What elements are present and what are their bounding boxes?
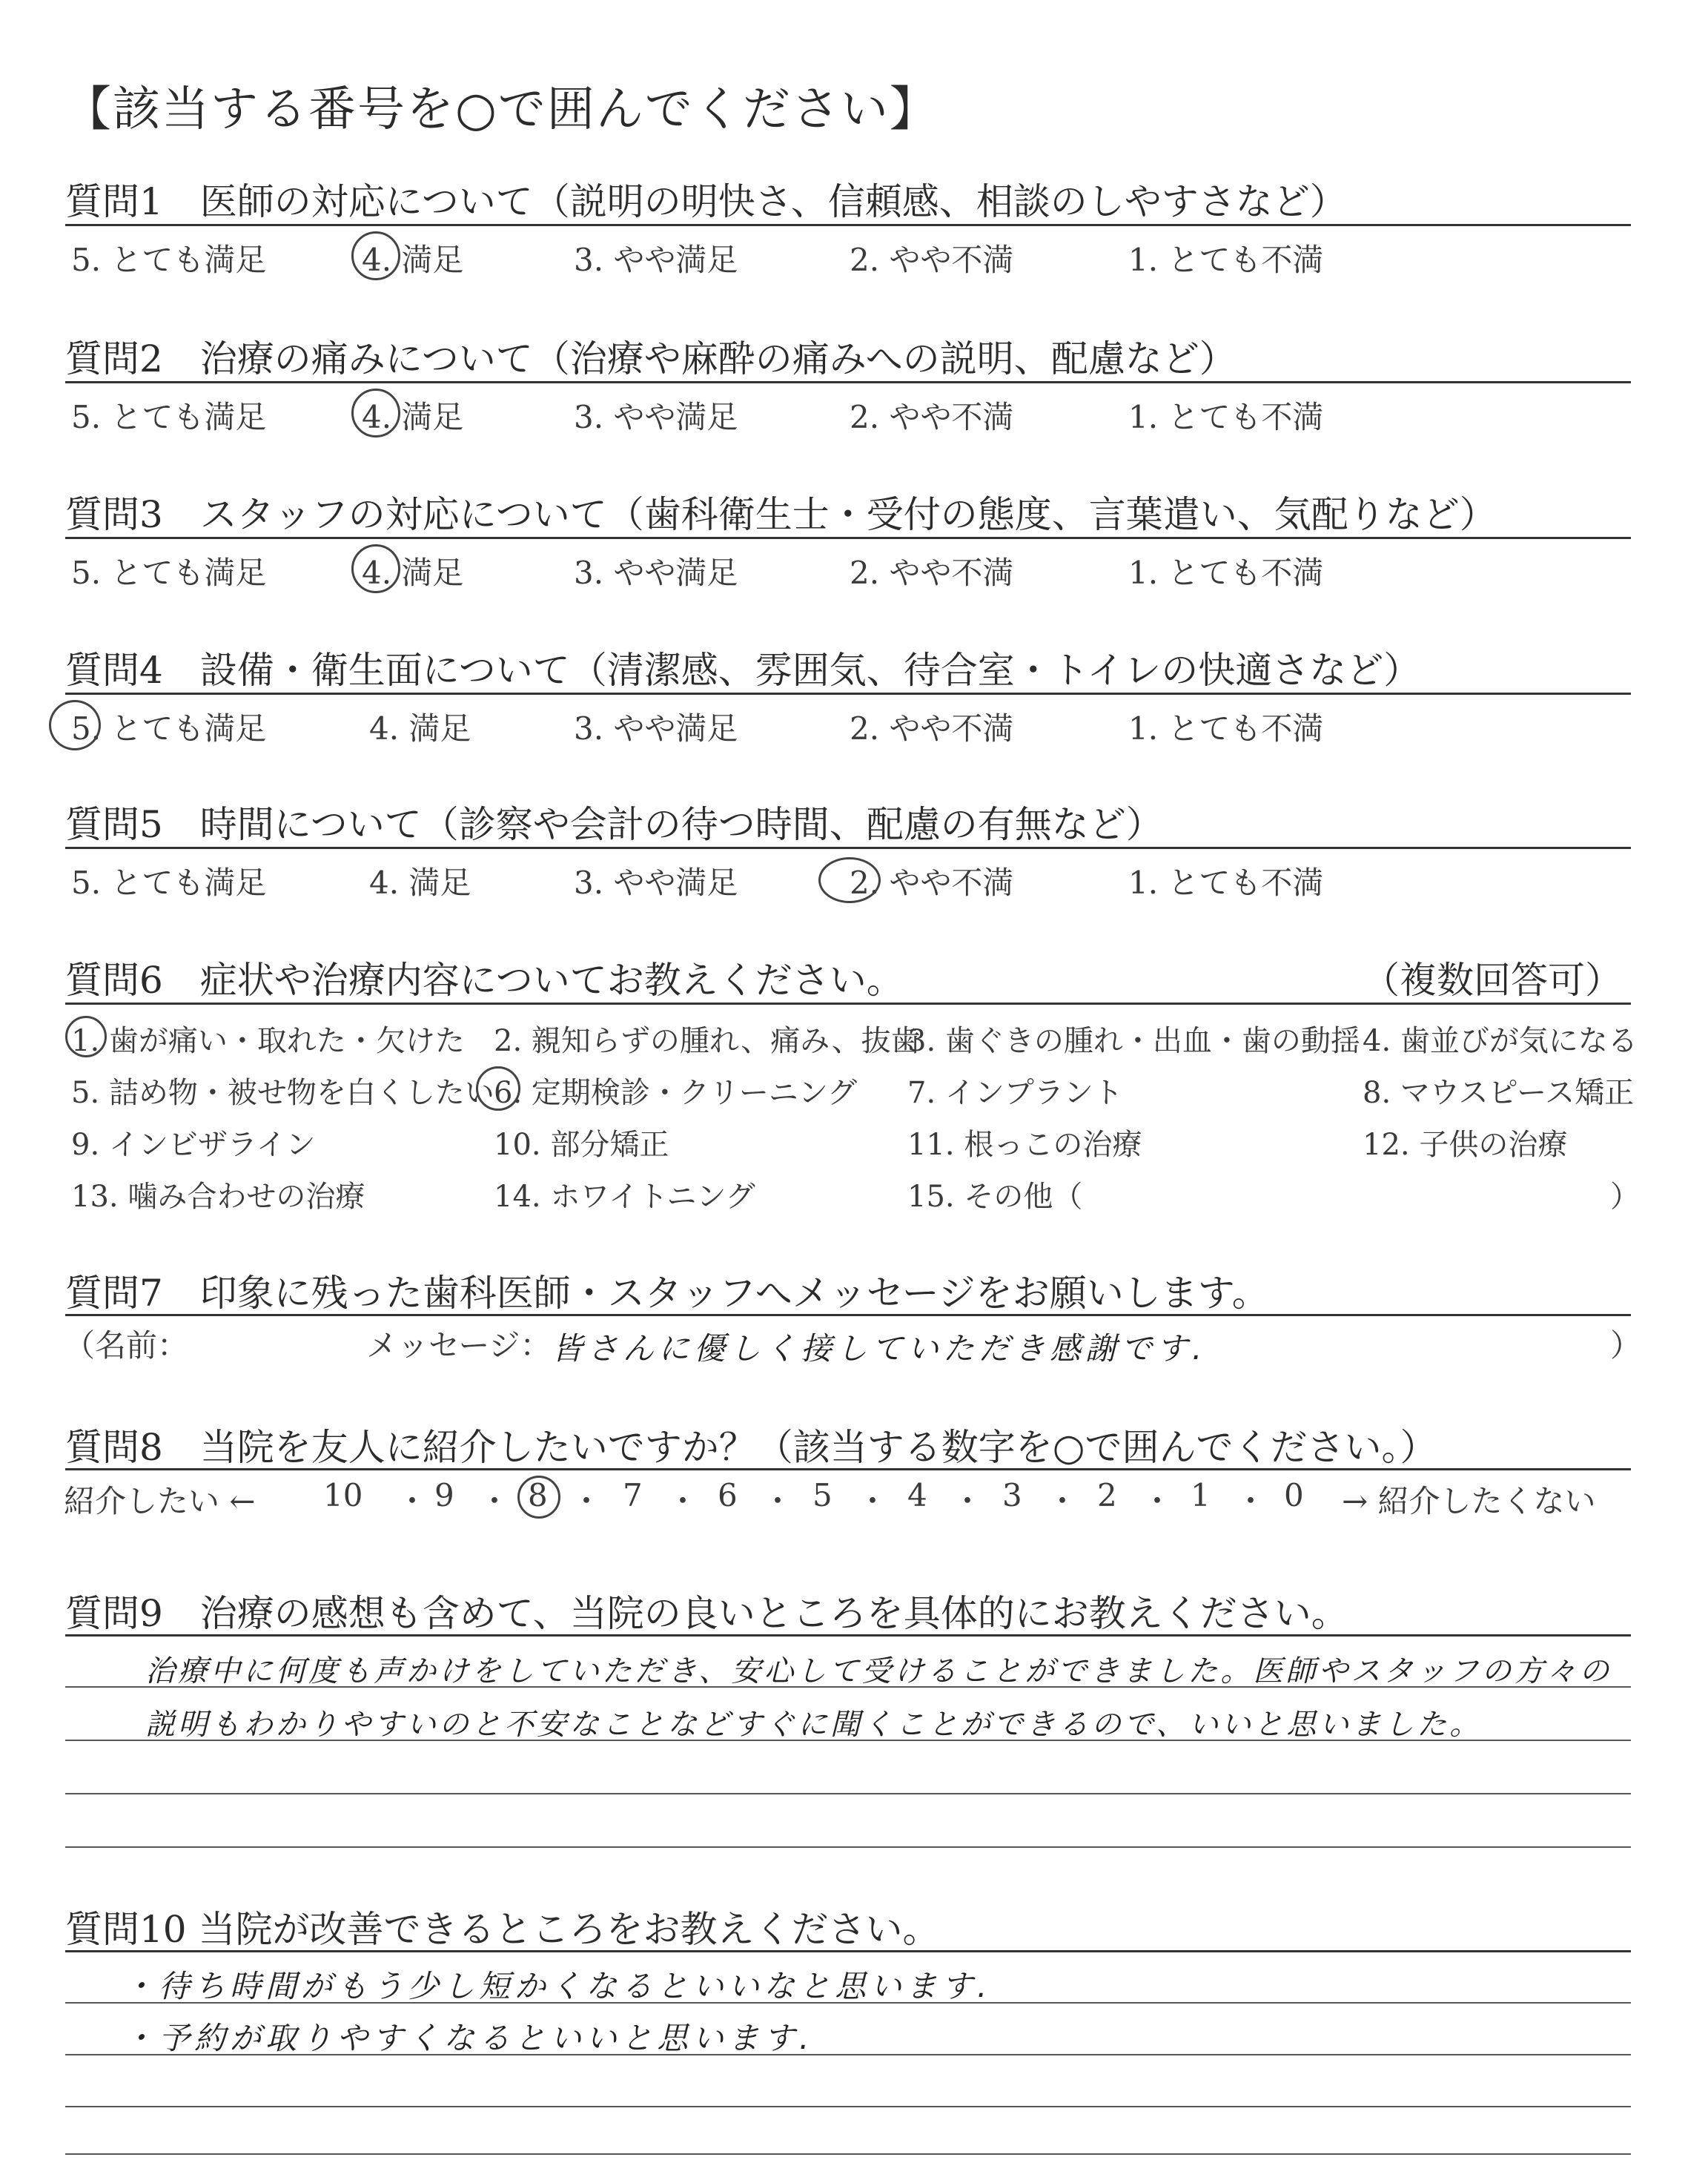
q8-heading: 質問8 当院を友人に紹介したいですか？（該当する数字を○で囲んでください。） bbox=[65, 1426, 1437, 1469]
q8-dot: ・ bbox=[667, 1483, 699, 1519]
q6-multiple-answers-note: （複数回答可） bbox=[1363, 959, 1622, 1002]
q9-rule bbox=[65, 1634, 1631, 1636]
q7-message-text[interactable]: 皆さんに優しく接していただき感謝です. bbox=[552, 1330, 1207, 1367]
q6-option-10[interactable]: 10. 部分矯正 bbox=[494, 1128, 669, 1162]
q6-selection-circle-6 bbox=[476, 1066, 520, 1111]
q8-scale-9[interactable]: 9 bbox=[434, 1477, 454, 1513]
q8-scale-2[interactable]: 2 bbox=[1097, 1477, 1117, 1513]
q1-option-1[interactable]: 1. とても不満 bbox=[1128, 242, 1324, 278]
q4-option-1[interactable]: 1. とても不満 bbox=[1128, 710, 1324, 747]
q9-answer-line-2[interactable]: 説明もわかりやすいのと不安なことなどすぐに聞くことができるので、いいと思いました。 bbox=[145, 1708, 1483, 1742]
q2-option-3[interactable]: 3. やや満足 bbox=[574, 399, 738, 435]
q8-dot: ・ bbox=[952, 1483, 984, 1519]
q1-rule bbox=[65, 224, 1631, 226]
q6-option-14[interactable]: 14. ホワイトニング bbox=[494, 1180, 755, 1214]
q8-scale-0[interactable]: 0 bbox=[1284, 1477, 1304, 1513]
q1-option-3[interactable]: 3. やや満足 bbox=[574, 242, 738, 278]
q4-option-5[interactable]: 5. とても満足 bbox=[71, 710, 267, 747]
q8-dot: ・ bbox=[479, 1483, 511, 1519]
q8-selection-circle bbox=[517, 1476, 560, 1519]
q5-option-5[interactable]: 5. とても満足 bbox=[71, 865, 267, 901]
q10-answer-line-2[interactable]: ・予約が取りやすくなるといいと思います. bbox=[123, 2020, 814, 2056]
q4-option-3[interactable]: 3. やや満足 bbox=[574, 710, 738, 747]
q4-option-4[interactable]: 4. 満足 bbox=[369, 710, 471, 747]
q8-scale-6[interactable]: 6 bbox=[718, 1477, 738, 1513]
q6-option-6[interactable]: 6. 定期検診・クリーニング bbox=[494, 1076, 858, 1110]
q6-option-5[interactable]: 5. 詰め物・被せ物を白くしたい bbox=[71, 1076, 494, 1110]
q5-heading: 質問5 時間について（診察や会計の待つ時間、配慮の有無など） bbox=[65, 803, 1163, 846]
q3-selection-circle bbox=[351, 544, 400, 593]
q4-heading: 質問4 設備・衛生面について（清潔感、雰囲気、待合室・トイレの快適さなど） bbox=[65, 649, 1421, 692]
q5-option-2[interactable]: 2. やや不満 bbox=[850, 865, 1014, 901]
q3-option-1[interactable]: 1. とても不満 bbox=[1128, 555, 1324, 591]
q2-rule bbox=[65, 381, 1631, 383]
q5-option-3[interactable]: 3. やや満足 bbox=[574, 865, 738, 901]
q8-dot: ・ bbox=[857, 1483, 889, 1519]
q8-scale-3[interactable]: 3 bbox=[1002, 1477, 1022, 1513]
q3-option-3[interactable]: 3. やや満足 bbox=[574, 555, 738, 591]
q5-option-4[interactable]: 4. 満足 bbox=[369, 865, 471, 901]
q6-option-11[interactable]: 11. 根っこの治療 bbox=[907, 1128, 1142, 1162]
q8-scale-10[interactable]: 10 bbox=[323, 1477, 363, 1513]
q6-option-9[interactable]: 9. インビザライン bbox=[71, 1128, 316, 1162]
q3-rule bbox=[65, 537, 1631, 539]
q2-option-4[interactable]: 4. 満足 bbox=[362, 399, 464, 435]
q10-heading: 質問10 当院が改善できるところをお教えください。 bbox=[65, 1908, 940, 1951]
q8-dot: ・ bbox=[1047, 1483, 1079, 1519]
q2-option-1[interactable]: 1. とても不満 bbox=[1128, 399, 1324, 435]
q3-option-5[interactable]: 5. とても満足 bbox=[71, 555, 267, 591]
q4-rule bbox=[65, 693, 1631, 695]
q6-rule bbox=[65, 1003, 1631, 1005]
q2-option-5[interactable]: 5. とても満足 bbox=[71, 399, 267, 435]
q1-option-4[interactable]: 4. 満足 bbox=[362, 242, 464, 278]
q8-scale-1[interactable]: 1 bbox=[1191, 1477, 1211, 1513]
q9-heading: 質問9 治療の感想も含めて、当院の良いところを具体的にお教えください。 bbox=[65, 1592, 1348, 1635]
q6-heading: 質問6 症状や治療内容についてお教えください。 bbox=[65, 959, 904, 1002]
form-title: 【該当する番号を○で囲んでください】 bbox=[64, 82, 939, 137]
q6-option-15[interactable]: 15. その他（ bbox=[907, 1180, 1083, 1214]
q6-option-1[interactable]: 1. 歯が痛い・取れた・欠けた bbox=[71, 1024, 465, 1058]
q1-selection-circle bbox=[351, 231, 400, 280]
q10-answer-rule-2 bbox=[65, 2054, 1631, 2055]
q6-selection-circle-1 bbox=[65, 1016, 107, 1057]
q2-heading: 質問2 治療の痛みについて（治療や麻酔の痛みへの説明、配慮など） bbox=[65, 337, 1237, 380]
q8-scale-7[interactable]: 7 bbox=[623, 1477, 643, 1513]
q5-selection-circle bbox=[818, 857, 881, 903]
q6-option-15-close: ） bbox=[1610, 1180, 1640, 1214]
q8-rule bbox=[65, 1468, 1631, 1470]
q1-heading: 質問1 医師の対応について（説明の明快さ、信頼感、相談のしやすさなど） bbox=[65, 180, 1347, 223]
q9-answer-rule-2 bbox=[65, 1740, 1631, 1741]
q6-option-8[interactable]: 8. マウスピース矯正 bbox=[1363, 1076, 1635, 1110]
q7-rule bbox=[65, 1314, 1631, 1316]
q8-scale-4[interactable]: 4 bbox=[907, 1477, 927, 1513]
q8-dot: ・ bbox=[762, 1483, 794, 1519]
q6-option-2[interactable]: 2. 親知らずの腫れ、痛み、抜歯 bbox=[494, 1024, 921, 1058]
q9-answer-line-1[interactable]: 治療中に何度も声かけをしていただき、安心して受けることができました。医師やスタッフの方々の bbox=[145, 1654, 1612, 1688]
q10-rule bbox=[65, 1950, 1631, 1952]
q3-option-4[interactable]: 4. 満足 bbox=[362, 555, 464, 591]
q8-dot: ・ bbox=[397, 1483, 428, 1519]
q6-option-7[interactable]: 7. インプラント bbox=[907, 1076, 1123, 1110]
q2-selection-circle bbox=[351, 389, 400, 437]
q10-answer-rule-3 bbox=[65, 2106, 1631, 2107]
q5-rule bbox=[65, 847, 1631, 849]
q9-answer-rule-1 bbox=[65, 1686, 1631, 1688]
q1-option-2[interactable]: 2. やや不満 bbox=[850, 242, 1014, 278]
q8-dot: ・ bbox=[1235, 1483, 1267, 1519]
q8-scale-5[interactable]: 5 bbox=[812, 1477, 833, 1513]
q9-answer-rule-4 bbox=[65, 1846, 1631, 1848]
q8-dot: ・ bbox=[1142, 1483, 1174, 1519]
q8-right-label: → 紹介したくない bbox=[1342, 1483, 1596, 1519]
q7-close: ） bbox=[1610, 1327, 1642, 1364]
q8-dot: ・ bbox=[571, 1483, 603, 1519]
q3-option-2[interactable]: 2. やや不満 bbox=[850, 555, 1014, 591]
q7-name-label: （名前： bbox=[64, 1327, 189, 1364]
q8-scale-8[interactable]: 8 bbox=[528, 1477, 548, 1513]
q10-answer-line-1[interactable]: ・待ち時間がもう少し短かくなるといいなと思います. bbox=[123, 1968, 992, 2004]
q8-left-label: 紹介したい ← bbox=[64, 1483, 256, 1519]
q3-heading: 質問3 スタッフの対応について（歯科衛生士・受付の態度、言葉遣い、気配りなど） bbox=[65, 493, 1497, 536]
q1-option-5[interactable]: 5. とても満足 bbox=[71, 242, 267, 278]
q4-selection-circle bbox=[49, 700, 101, 750]
q6-option-12[interactable]: 12. 子供の治療 bbox=[1363, 1128, 1568, 1162]
q10-answer-rule-1 bbox=[65, 2002, 1631, 2004]
q6-option-4[interactable]: 4. 歯並びが気になる bbox=[1363, 1024, 1638, 1058]
q7-message-label: メッセージ： bbox=[366, 1327, 552, 1364]
q7-heading: 質問7 印象に残った歯科医師・スタッフへメッセージをお願いします。 bbox=[65, 1272, 1269, 1315]
q2-option-2[interactable]: 2. やや不満 bbox=[850, 399, 1014, 435]
q6-option-13[interactable]: 13. 噛み合わせの治療 bbox=[71, 1180, 365, 1214]
q5-option-1[interactable]: 1. とても不満 bbox=[1128, 865, 1324, 901]
q9-answer-rule-3 bbox=[65, 1793, 1631, 1794]
q4-option-2[interactable]: 2. やや不満 bbox=[850, 710, 1014, 747]
q6-option-3[interactable]: 3. 歯ぐきの腫れ・出血・歯の動揺 bbox=[907, 1024, 1360, 1058]
q10-answer-rule-4 bbox=[65, 2153, 1631, 2155]
